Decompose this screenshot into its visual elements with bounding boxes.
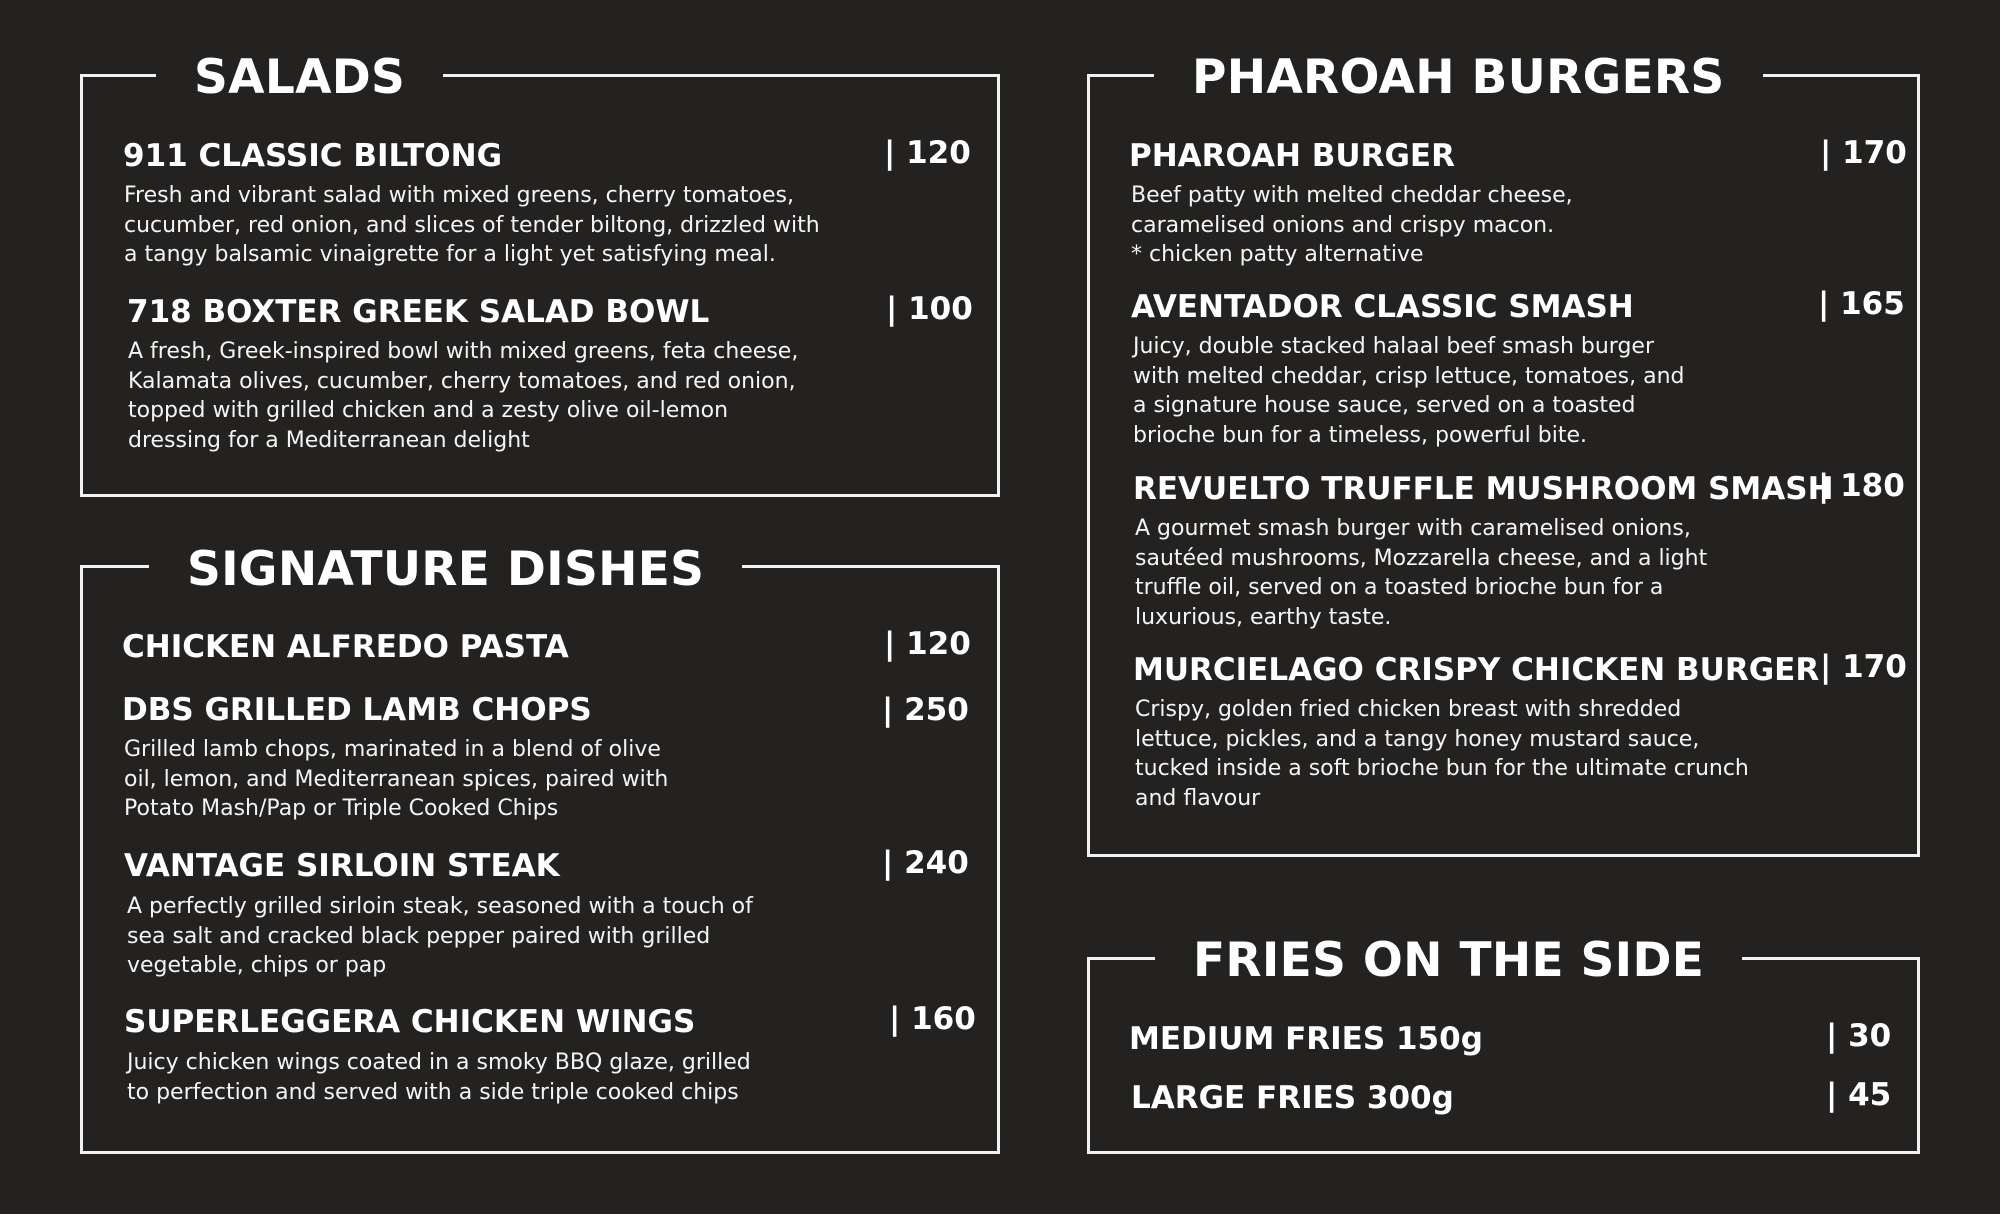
signature-item-3-price: | 240 [882,845,969,881]
signature-item-2-name: DBS GRILLED LAMB CHOPS [122,692,592,728]
burgers-item-3-price: | 180 [1818,468,1905,504]
burgers-item-2-description: Juicy, double stacked halaal beef smash burger with melted cheddar, crisp lettuce, tomatoes, and a signature house sauce, served on a toasted brioche bun for a timeless, powerful bite. [1133,334,1685,448]
salads-item-1-description: Fresh and vibrant salad with mixed greens, cherry tomatoes, cucumber, red onion, and slices of tender biltong, drizzled with a tangy balsamic vinaigrette for a light yet satisfying meal. [124,183,820,268]
salads-item-2-price: | 100 [886,291,973,327]
signature-item-4-name: SUPERLEGGERA CHICKEN WINGS [124,1004,696,1040]
fries-item-2-name: LARGE FRIES 300g [1131,1080,1454,1116]
burgers-item-4-price: | 170 [1820,649,1907,685]
salads-title: SALADS [156,54,443,101]
fries-item-1-name: MEDIUM FRIES 150g [1129,1021,1483,1057]
burgers-item-2-price: | 165 [1818,286,1905,322]
signature-item-2-price: | 250 [882,692,969,728]
burgers-item-2-name: AVENTADOR CLASSIC SMASH [1131,289,1634,325]
burgers-item-3-name: REVUELTO TRUFFLE MUSHROOM SMASH [1133,471,1834,507]
salads-item-1-price: | 120 [884,135,971,171]
fries-item-2-price: | 45 [1826,1077,1892,1113]
burgers-item-1-description: Beef patty with melted cheddar cheese, caramelised onions and crispy macon. * chicken patty alternative [1131,183,1573,268]
signature-item-4-price: | 160 [889,1001,976,1037]
signature-item-3-name: VANTAGE SIRLOIN STEAK [124,848,560,884]
signature-dishes-title: SIGNATURE DISHES [149,546,742,593]
salads-item-2-description: A fresh, Greek-inspired bowl with mixed greens, feta cheese, Kalamata olives, cucumber, cherry tomatoes, and red onion, topped with grilled chicken and a zesty olive oil-lemon dressing for a Mediterranean delight [128,339,799,453]
salads-item-1-name: 911 CLASSIC BILTONG [123,138,503,174]
burgers-item-1-name: PHAROAH BURGER [1129,138,1455,174]
fries-title: FRIES ON THE SIDE [1155,937,1742,984]
signature-item-2-description: Grilled lamb chops, marinated in a blend of olive oil, lemon, and Mediterranean spices, paired with Potato Mash/Pap or Triple Cooked Chips [124,737,669,822]
burgers-item-4-description: Crispy, golden fried chicken breast with shredded lettuce, pickles, and a tangy honey mustard sauce, tucked inside a soft brioche bun for the ultimate crunch and flavour [1135,697,1749,811]
burgers-item-1-price: | 170 [1820,135,1907,171]
salads-item-2-name: 718 BOXTER GREEK SALAD BOWL [127,294,710,330]
pharoah-burgers-title: PHAROAH BURGERS [1154,54,1763,101]
signature-item-3-description: A perfectly grilled sirloin steak, seasoned with a touch of sea salt and cracked black pepper paired with grilled vegetable, chips or pap [127,894,753,979]
burgers-item-3-description: A gourmet smash burger with caramelised onions, sautéed mushrooms, Mozzarella cheese, and a light truffle oil, served on a toasted brioche bun for a luxurious, earthy taste. [1135,516,1708,630]
signature-item-4-description: Juicy chicken wings coated in a smoky BBQ glaze, grilled to perfection and served with a side triple cooked chips [127,1050,751,1105]
signature-item-1-price: | 120 [884,626,971,662]
fries-item-1-price: | 30 [1826,1018,1892,1054]
burgers-item-4-name: MURCIELAGO CRISPY CHICKEN BURGER [1133,652,1820,688]
signature-item-1-name: CHICKEN ALFREDO PASTA [122,629,569,665]
